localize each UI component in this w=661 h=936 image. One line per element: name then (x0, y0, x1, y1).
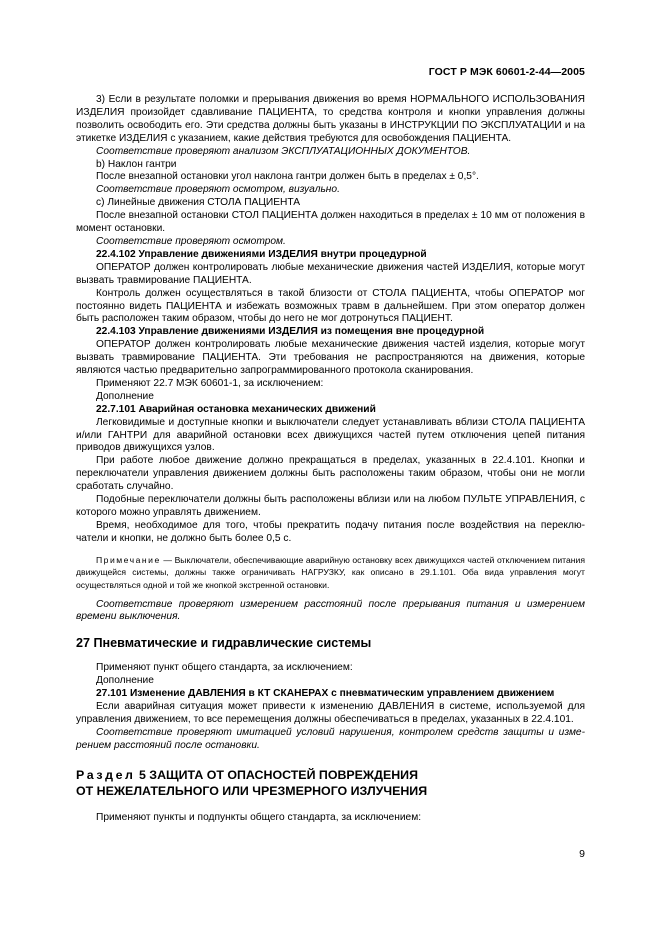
paragraph: с) Линейные движения СТОЛА ПАЦИЕНТА (96, 197, 301, 209)
paragraph: 22.4.102 Управление движениями ИЗДЕЛИЯ внутри процедурной (96, 248, 427, 260)
body-part-2 (76, 599, 585, 625)
paragraph: Применяют пункт общего стандарта, за исключением: (96, 662, 353, 674)
note-label: Примечание (96, 554, 161, 565)
paragraph: Легковидимые и доступные кнопки и выключатели следует устанавливать вблизи СТОЛА ПАЦИЕНТА и/или ГАНТРИ для аварийной остановки всех движущихся частей путем отключения цепей питания приводов движущихся узлов. (76, 416, 585, 454)
document-header: ГОСТ Р МЭК 60601-2-44—2005 (428, 66, 585, 78)
paragraph: Дополнение (96, 390, 154, 402)
document-body (76, 94, 585, 824)
paragraph: После внезапной остановки СТОЛ ПАЦИЕНТА должен находиться в пределах ± 10 мм от положения в момент остановки. (76, 210, 585, 235)
section-5-line1: 5 ЗАЩИТА ОТ ОПАСНОСТЕЙ ПОВРЕЖДЕНИЯ (135, 767, 418, 782)
paragraph: Соответствие проверяют измерением расстояний после прерывания питания и измерением времени выключения. (76, 598, 585, 623)
section-27-heading: 27 Пневматические и гидравлические системы (76, 636, 372, 651)
note-text: — Выключатели, обеспечивающие аварийную остановку всех движущихся частей отключением питания движущейся системы, должны также ограничивать НАГРУЗКУ, как описано в 29.1.101. Оба вида управления могут осуществляться одной и той же кнопкой экстренной остановки. (76, 554, 585, 590)
paragraph: b) Наклон гантри (96, 158, 177, 170)
paragraph: Соответствие проверяют анализом ЭКСПЛУАТАЦИОННЫХ ДОКУМЕНТОВ. (96, 145, 471, 157)
section-5-heading (76, 767, 585, 800)
body-part-3 (76, 662, 585, 752)
paragraph: 27.101 Изменение ДАВЛЕНИЯ в КТ СКАНЕРАХ с пневматическим управлением движением (96, 688, 555, 700)
final-paragraph: Применяют пункты и подпункты общего стандарта, за исключением: (96, 811, 422, 823)
paragraph: Соответствие проверяют осмотром. (96, 235, 286, 247)
paragraph: ОПЕРАТОР должен контролировать любые механические движения частей изделия, которые могут вызвать травмирование ПАЦИЕНТА. Эти требования не распространяются на движения, которые являются частью предварительно запрограммированного протокола сканирования. (76, 339, 585, 377)
paragraph: ОПЕРАТОР должен контролировать любые механические движения частей ИЗДЕЛИЯ, которые могут вызвать травмирование ПАЦИЕНТА. (76, 261, 585, 286)
paragraph: 3) Если в результате поломки и прерывания движения во время НОРМАЛЬНОГО ИСПОЛЬЗОВАНИЯ ИЗДЕЛИЯ произойдет сдавливание ПАЦИЕНТА, то средства контроля и кнопки управления должны позволить освободить его. Эти средства должны быть указаны в ИНСТРУКЦИИ ПО ЭКСПЛУАТАЦИИ и на этикетке ИЗДЕЛИЯ с указанием, какие действия требуются для освобождения ПАЦИЕНТА. (76, 94, 585, 144)
body-part-1 (76, 94, 585, 546)
section-5-line2: ОТ НЕЖЕЛАТЕЛЬНОГО ИЛИ ЧРЕЗМЕРНОГО ИЗЛУЧЕНИЯ (76, 784, 428, 799)
paragraph: Дополнение (96, 675, 154, 687)
paragraph: Соответствие проверяют осмотром, визуально. (96, 184, 340, 196)
section-5-prefix: Раздел (76, 767, 136, 782)
paragraph: Время, необходимое для того, чтобы прекратить подачу питания после воздействия на переключатели и кнопки, не должно быть более 0,5 с. (76, 519, 585, 544)
paragraph: Контроль должен осуществляться в такой близости от СТОЛА ПАЦИЕНТА, чтобы ОПЕРАТОР мог постоянно видеть ПАЦИЕНТА и избежать возможных травм в дальнейшем. При этом оператор должен быть расположен таким образом, чтобы до него не мог дотронуться ПАЦИЕНТ. (76, 287, 585, 325)
paragraph: 22.7.101 Аварийная остановка механических движений (96, 403, 376, 415)
paragraph: При работе любое движение должно прекращаться в пределах, указанных в 22.4.101. Кнопки и переключатели управления движением должны быть расположены таким образом, чтобы они не могли сработать случайно. (76, 455, 585, 493)
page-number: 9 (579, 848, 585, 860)
paragraph: Применяют 22.7 МЭК 60601-1, за исключением: (96, 377, 324, 389)
note (76, 554, 585, 592)
paragraph: 22.4.103 Управление движениями ИЗДЕЛИЯ из помещения вне процедурной (96, 326, 485, 338)
paragraph: После внезапной остановки угол наклона гантри должен быть в пределах ± 0,5°. (96, 171, 479, 183)
paragraph: Если аварийная ситуация может привести к изменению ДАВЛЕНИЯ в системе, используемой для управления движением, то все перемещения должны обеспечиваться в пределах, указанных в 22.4.101. (76, 700, 585, 725)
paragraph: Подобные переключатели должны быть расположены вблизи или на любом ПУЛЬТЕ УПРАВЛЕНИЯ, с которого можно управлять движением. (76, 494, 585, 518)
paragraph: Соответствие проверяют имитацией условий нарушения, контролем средств защиты и измерением расстояний после остановки. (76, 726, 585, 751)
